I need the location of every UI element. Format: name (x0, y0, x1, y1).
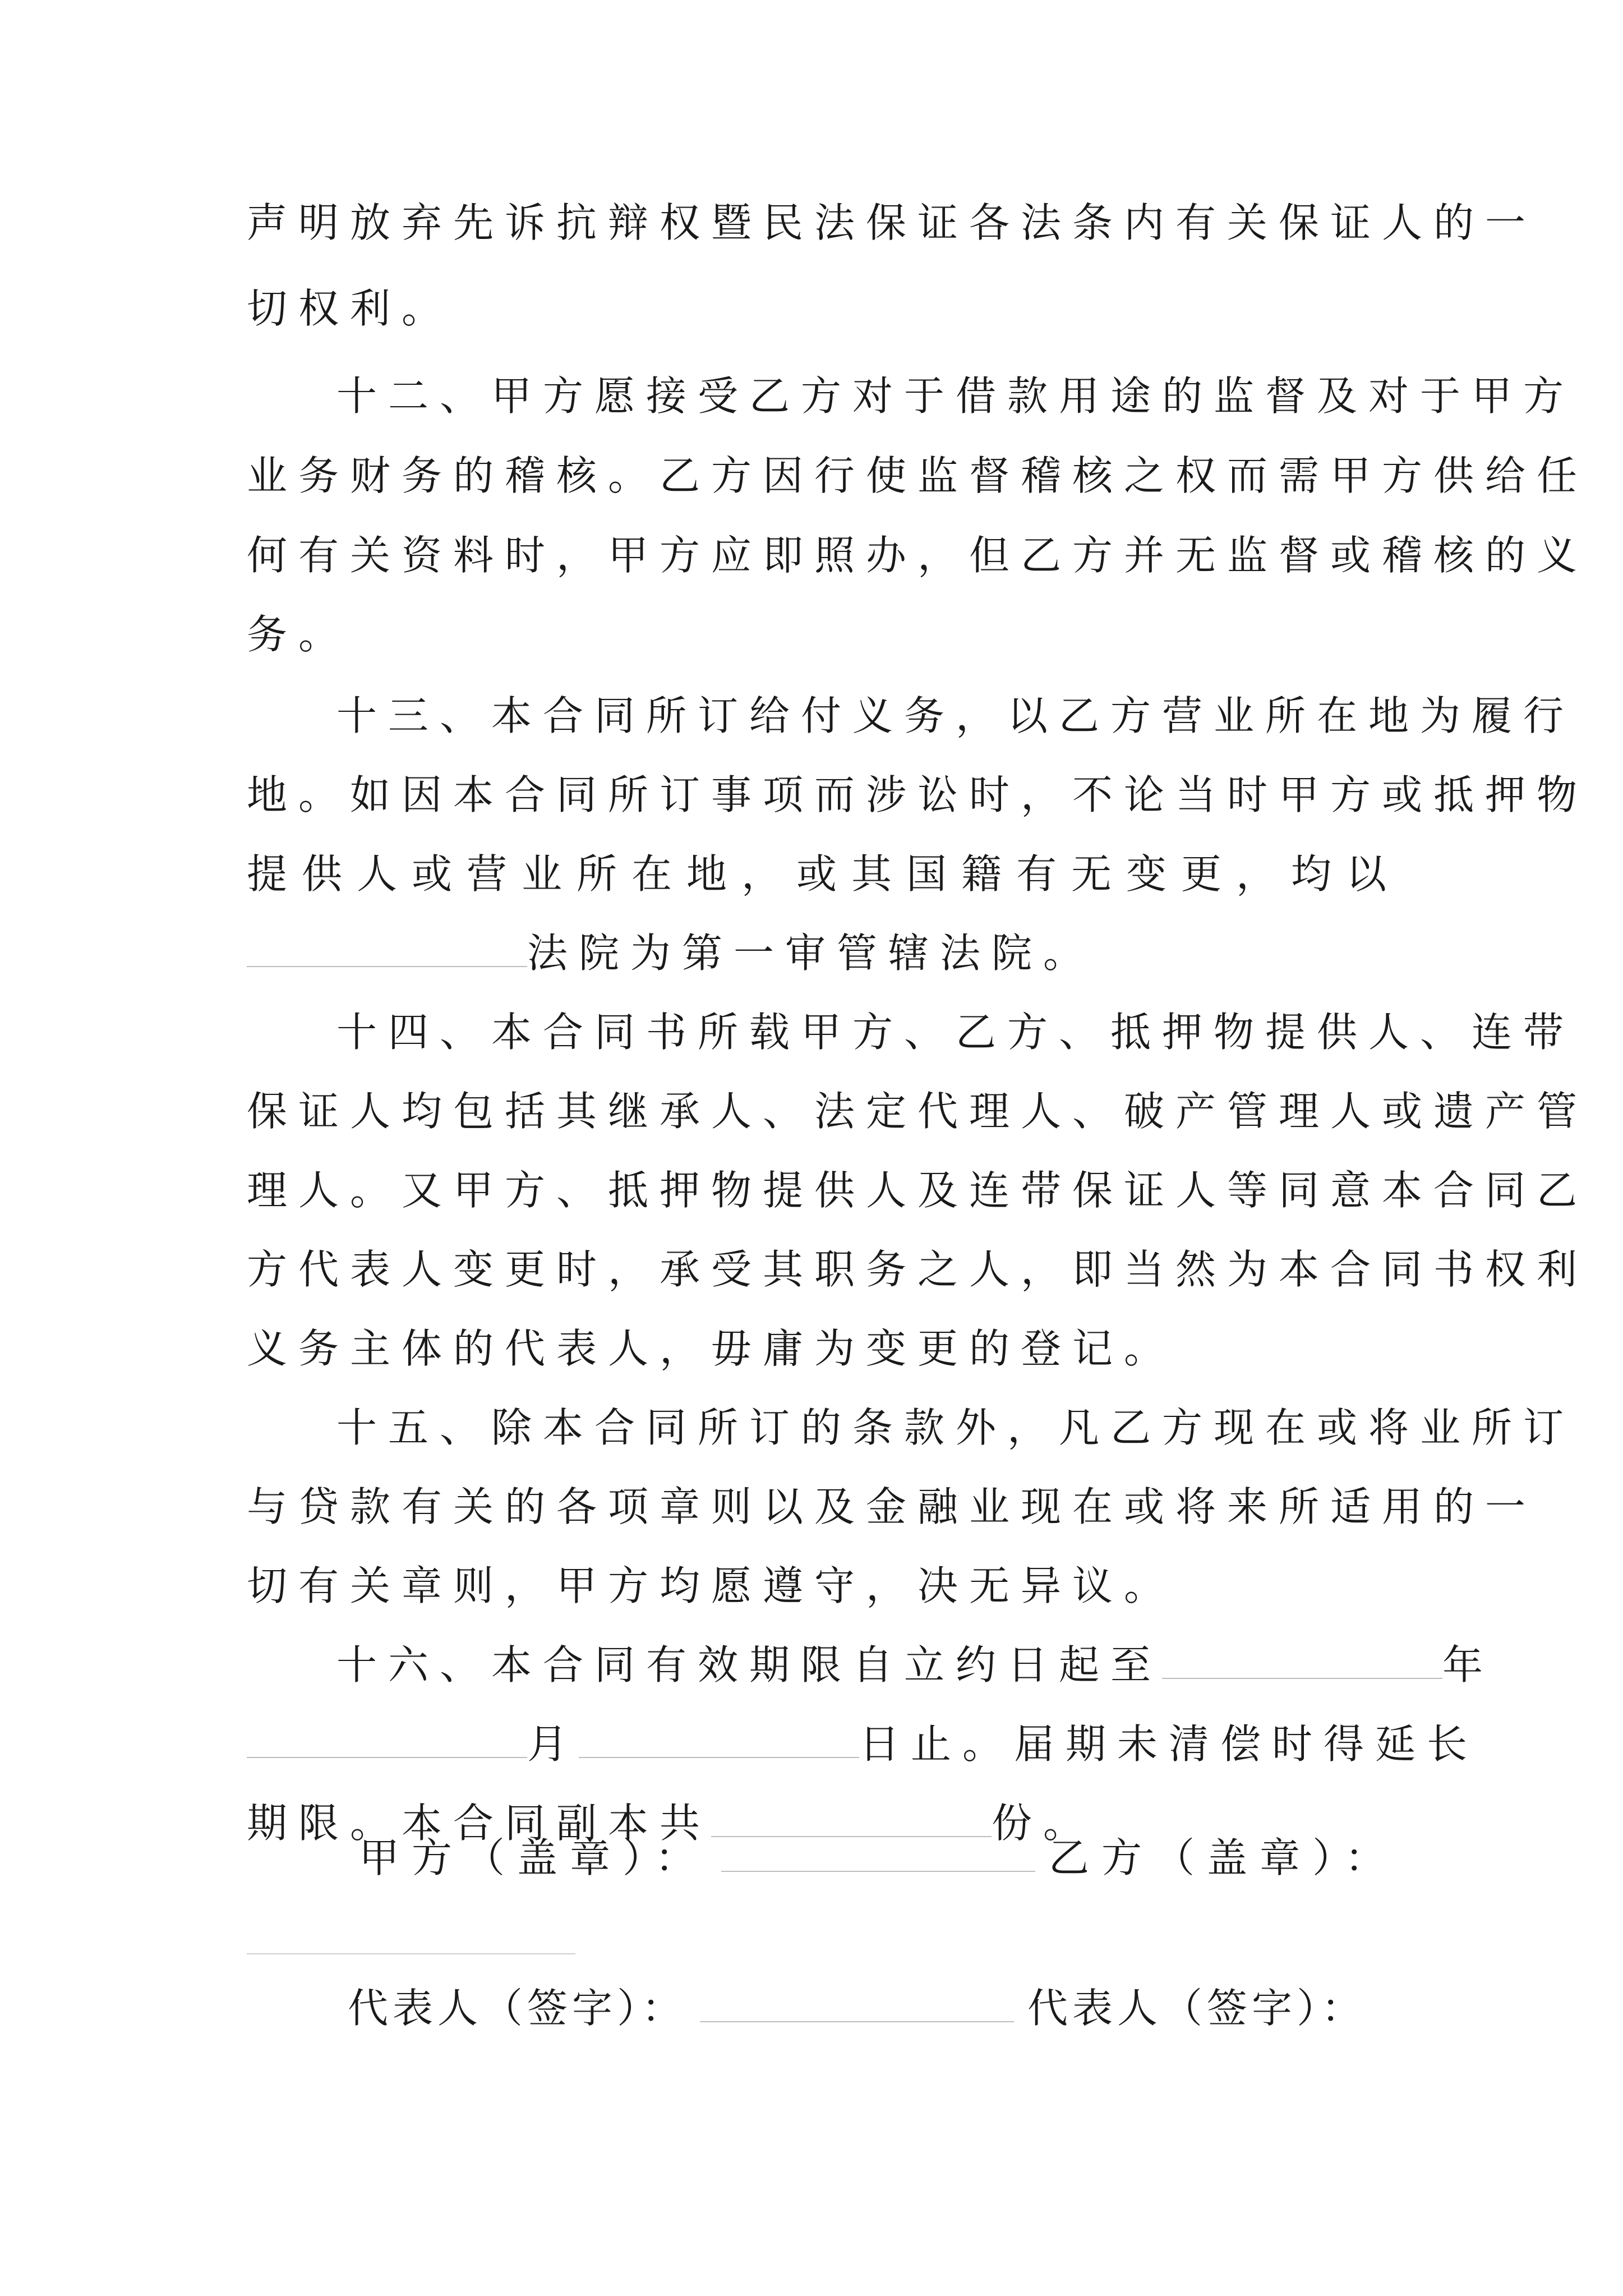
text-line: 声明放弃先诉抗辩权暨民法保证各法条内有关保证人的一 (247, 199, 1537, 246)
text-line: 业务财务的稽核。乙方因行使监督稽核之权而需甲方供给任 (247, 452, 1589, 499)
court-blank[interactable] (247, 926, 527, 967)
text-segment: 十六、本合同有效期限自立约日起至 (336, 1641, 1163, 1688)
text-line: 地。如因本合同所订事项而涉讼时，不论当时甲方或抵押物 (247, 771, 1589, 818)
text-line: 务。 (247, 611, 351, 658)
text-line: 与贷款有关的各项章则以及金融业现在或将来所适用的一 (247, 1483, 1537, 1530)
date-line (247, 1716, 1479, 1772)
rep-a-sign-blank[interactable] (700, 1981, 1014, 2022)
clause-16-line (336, 1637, 1495, 1693)
text-line: 理人。又甲方、抵押物提供人及连带保证人等同意本合同乙 (247, 1167, 1589, 1214)
text-segment: 法院为第一审管辖法院。 (527, 930, 1095, 977)
text-segment: 份。 (992, 1800, 1095, 1847)
end-month-blank[interactable] (247, 1717, 527, 1758)
text-line: 提供人或营业所在地，或其国籍有无变更，均以 (247, 850, 1386, 898)
signature-line-short[interactable] (247, 1953, 575, 1954)
month-label: 月 (527, 1720, 579, 1768)
court-line (247, 925, 1386, 981)
text-segment: 日止。届期未清偿时得延长 (859, 1720, 1479, 1768)
text-line: 切有关章则，甲方均愿遵守，决无异议。 (247, 1562, 1176, 1609)
end-day-blank[interactable] (579, 1717, 859, 1758)
text-segment: 期限。本合同副本共 (247, 1800, 712, 1847)
party-a-seal-label: 甲方（盖章）： (359, 1834, 708, 1881)
text-line: 保证人均包括其继承人、法定代理人、破产管理人或遗产管 (247, 1088, 1589, 1135)
text-line: 切权利。 (247, 285, 454, 332)
rep-a-sign-label: 代表人（签字）： (348, 1985, 687, 2032)
end-year-blank[interactable] (1162, 1637, 1442, 1679)
party-a-seal-blank[interactable] (721, 1830, 1035, 1872)
clause-15-line: 十五、除本合同所订的条款外，凡乙方现在或将业所订 (336, 1404, 1575, 1451)
text-line: 方代表人变更时，承受其职务之人，即当然为本合同书权利 (247, 1246, 1589, 1293)
rep-b-sign-label: 代表人（签字）： (1027, 1985, 1367, 2032)
clause-14-line: 十四、本合同书所载甲方、乙方、抵押物提供人、连带 (336, 1009, 1575, 1056)
clause-12-line: 十二、甲方愿接受乙方对于借款用途的监督及对于甲方 (336, 372, 1575, 420)
party-b-seal-label: 乙方（盖章）： (1049, 1834, 1398, 1881)
text-line: 何有关资料时，甲方应即照办，但乙方并无监督或稽核的义 (247, 532, 1589, 579)
seal-line (359, 1830, 1398, 1886)
sign-line (348, 1980, 1386, 2036)
year-label: 年 (1442, 1641, 1495, 1688)
text-line: 义务主体的代表人，毋庸为变更的登记。 (247, 1325, 1176, 1372)
clause-13-line: 十三、本合同所订给付义务，以乙方营业所在地为履行 (336, 692, 1575, 739)
